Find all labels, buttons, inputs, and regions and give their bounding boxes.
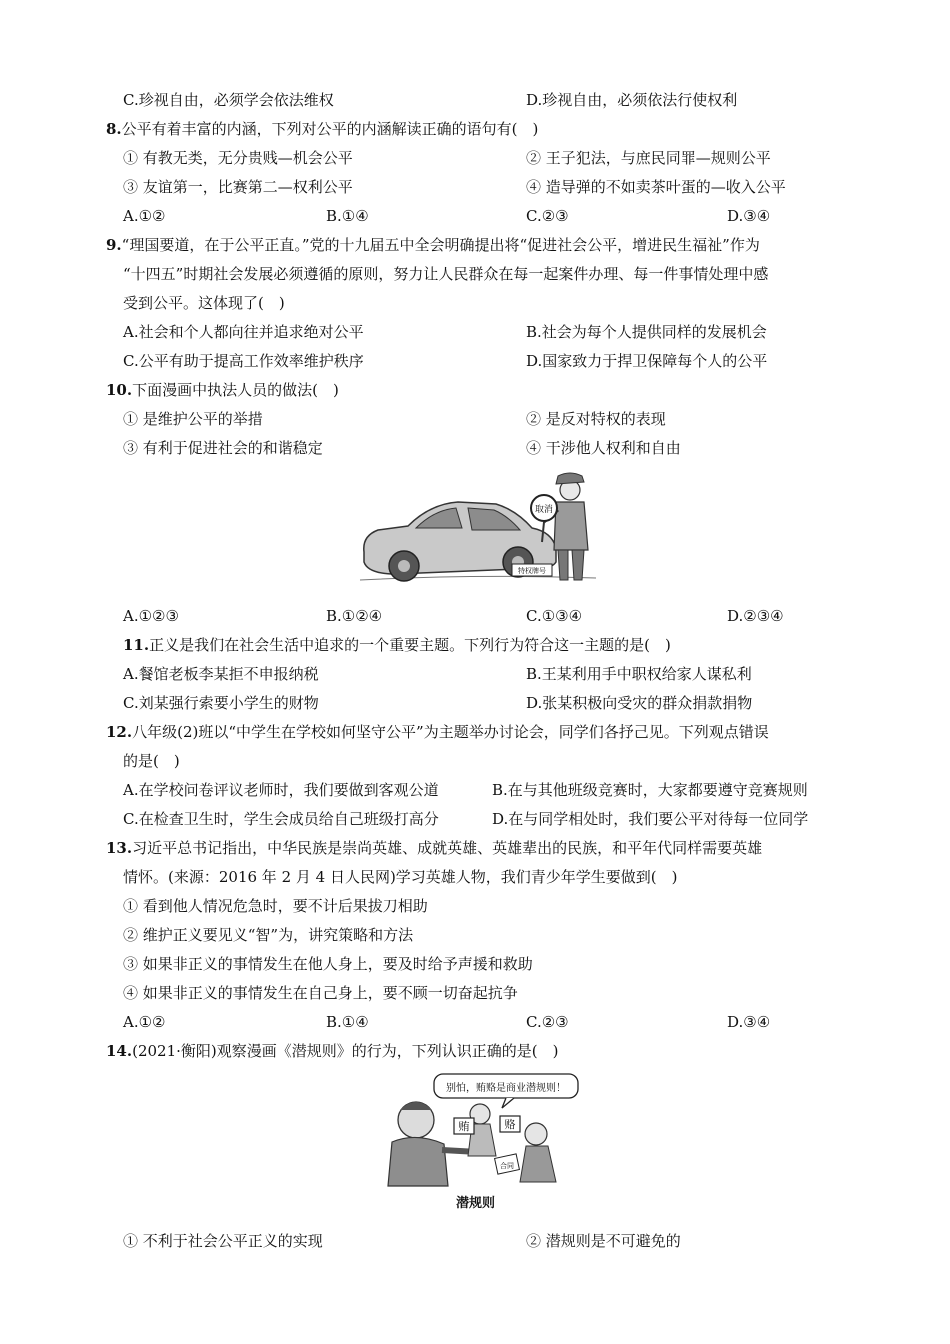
- q10-stem-text: 下面漫画中执法人员的做法( ): [132, 381, 339, 399]
- q10-option-a: A.①②③: [123, 607, 179, 625]
- bribe-sign-left: 贿: [458, 1120, 470, 1133]
- q9-option-d: D.国家致力于捍卫保障每个人的公平: [526, 352, 768, 370]
- q10-statement-1: ① 是维护公平的举措: [123, 410, 263, 428]
- q9-stem-line-1: [106, 235, 760, 255]
- q13-statement-3: ③ 如果非正义的事情发生在他人身上，要及时给予声援和救助: [123, 955, 533, 973]
- q8-option-d: D.③④: [727, 207, 771, 225]
- q13-stem-text-1: 习近平总书记指出，中华民族是崇尚英雄、成就英雄、英雄辈出的民族，和平年代同样需要英雄: [132, 839, 763, 857]
- q9-number: 9.: [106, 236, 122, 254]
- q8-stem: [106, 119, 538, 139]
- bribe-sign-right: 赂: [504, 1118, 516, 1131]
- q11-option-b: B.王某利用手中职权给家人谋私利: [526, 665, 752, 683]
- q12-stem-line-2: 的是( ): [123, 752, 180, 770]
- cartoon-caption: 潜规则: [456, 1196, 496, 1211]
- q14-statement-2: ② 潜规则是不可避免的: [526, 1232, 681, 1250]
- q9-stem-text-1: “理国要道，在于公平正直。”党的十九届五中全会明确提出将“促进社会公平，增进民生福祉”作为: [121, 236, 760, 254]
- q10-option-b: B.①②④: [326, 607, 383, 625]
- q10-option-d: D.②③④: [727, 607, 784, 625]
- q12-option-d: D.在与同学相处时，我们要公平对待每一位同学: [492, 810, 809, 828]
- q13-statement-1: ① 看到他人情况危急时，要不计后果拔刀相助: [123, 897, 428, 915]
- q11-stem-text: 正义是我们在社会生活中追求的一个重要主题。下列行为符合这一主题的是( ): [149, 636, 671, 654]
- q8-statement-4: ④ 造导弹的不如卖茶叶蛋的—收入公平: [526, 178, 786, 196]
- q11-option-d: D.张某积极向受灾的群众捐款捐物: [526, 694, 753, 712]
- q13-statement-2: ② 维护正义要见义“智”为，讲究策略和方法: [123, 926, 414, 944]
- hidden-rules-cartoon: [386, 1070, 582, 1188]
- q11-stem: [123, 635, 671, 655]
- q7-option-c: C.珍视自由，必须学会依法维权: [123, 91, 334, 109]
- q14-statement-1: ① 不利于社会公平正义的实现: [123, 1232, 323, 1250]
- q13-number: 13.: [106, 839, 133, 857]
- q13-option-a: A.①②: [123, 1013, 166, 1031]
- q13-stem-line-2: 情怀。(来源：2016 年 2 月 4 日人民网)学习英雄人物，我们青少年学生要做到( ): [123, 868, 678, 886]
- q8-stem-text: 公平有着丰富的内涵，下列对公平的内涵解读正确的语句有( ): [121, 120, 539, 138]
- q10-number: 10.: [106, 381, 133, 399]
- contract-paper-label: 合同: [500, 1162, 514, 1170]
- q8-statement-3: ③ 友谊第一，比赛第二—权利公平: [123, 178, 353, 196]
- q12-stem-text-1: 八年级(2)班以“中学生在学校如何坚守公平”为主题举办讨论会，同学们各抒己见。下列观点错误: [132, 723, 769, 741]
- q10-statement-2: ② 是反对特权的表现: [526, 410, 666, 428]
- q12-number: 12.: [106, 723, 133, 741]
- q13-stem-line-1: [106, 838, 762, 858]
- q13-option-d: D.③④: [727, 1013, 771, 1031]
- q9-stem-line-2: “十四五”时期社会发展必须遵循的原则，努力让人民群众在每一起案件办理、每一件事情处理中感: [123, 265, 769, 283]
- cancel-sign-label: 取消: [534, 505, 554, 515]
- q8-statement-2: ② 王子犯法，与庶民同罪—规则公平: [526, 149, 771, 167]
- q12-option-b: B.在与其他班级竞赛时，大家都要遵守竞赛规则: [492, 781, 808, 799]
- q11-number: 11.: [123, 636, 150, 654]
- q13-option-b: B.①④: [326, 1013, 369, 1031]
- q12-option-c: C.在检查卫生时，学生会成员给自己班级打高分: [123, 810, 439, 828]
- q10-option-c: C.①③④: [526, 607, 583, 625]
- q12-option-a: A.在学校问卷评议老师时，我们要做到客观公道: [123, 781, 439, 799]
- q14-stem-text: (2021·衡阳)观察漫画《潜规则》的行为，下列认识正确的是( ): [132, 1042, 559, 1060]
- q11-option-c: C.刘某强行索要小学生的财物: [123, 694, 319, 712]
- q8-option-c: C.②③: [526, 207, 569, 225]
- q7-option-d: D.珍视自由，必须依法行使权利: [526, 91, 738, 109]
- q14-stem: [106, 1041, 558, 1061]
- q12-stem-line-1: [106, 722, 769, 742]
- car-officer-cartoon: [356, 470, 600, 590]
- q9-stem-line-3: 受到公平。这体现了( ): [123, 294, 285, 312]
- bribe-speech-bubble: 别怕，贿赂是商业潜规则！: [446, 1083, 566, 1094]
- q13-statement-4: ④ 如果非正义的事情发生在自己身上，要不顾一切奋起抗争: [123, 984, 518, 1002]
- q9-option-a: A.社会和个人都向往并追求绝对公平: [123, 323, 364, 341]
- q8-option-a: A.①②: [123, 207, 166, 225]
- q8-number: 8.: [106, 120, 122, 138]
- q13-option-c: C.②③: [526, 1013, 569, 1031]
- q10-statement-3: ③ 有利于促进社会的和谐稳定: [123, 439, 323, 457]
- q10-statement-4: ④ 干涉他人权利和自由: [526, 439, 681, 457]
- q8-statement-1: ① 有教无类，无分贵贱—机会公平: [123, 149, 353, 167]
- q9-option-c: C.公平有助于提高工作效率维护秩序: [123, 352, 364, 370]
- q8-option-b: B.①④: [326, 207, 369, 225]
- q11-option-a: A.餐馆老板李某拒不申报纳税: [123, 665, 319, 683]
- q9-option-b: B.社会为每个人提供同样的发展机会: [526, 323, 767, 341]
- q14-number: 14.: [106, 1042, 133, 1060]
- q10-stem: [106, 380, 339, 400]
- privilege-plate-label: 特权牌号: [518, 567, 546, 575]
